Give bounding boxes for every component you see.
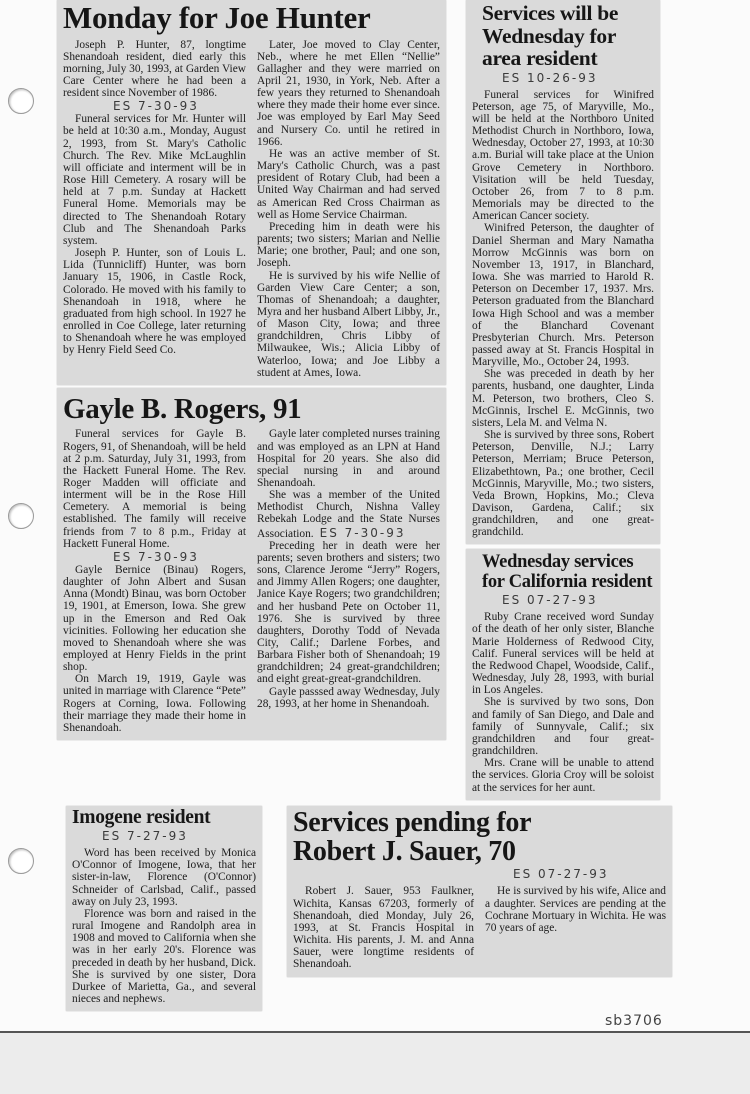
paragraph (257, 148, 440, 221)
handwritten-date-stamp: ES 7-30-93 (113, 549, 199, 564)
text-column (257, 39, 440, 379)
left-clipping-stack (57, 0, 446, 740)
handwritten-date-stamp: ES 7-30-93 (113, 99, 199, 114)
right-clipping-stack (466, 0, 660, 800)
paragraph-text: Robert J. Sauer, 953 Faulkner, Wichita, Kansas 67203, formerly of Shenandoah, died Monday, July 26, 1993, at St. Francis Hospital in Wichita. His parents, J. M. and Anna Sauer, were longtime residents of Shenandoah. (293, 885, 474, 971)
clipping-gayle-rogers (57, 388, 446, 740)
paragraph (257, 39, 440, 148)
text-column (485, 885, 666, 934)
paragraph-text: He is survived by his wife, Alice and a daughter. Services are pending at the Cochrane Mortuary in Wichita. He was 70 years of age. (485, 885, 666, 934)
headline: Services will be Wednesday for area resident (482, 1, 619, 71)
paragraph (63, 113, 246, 247)
upper-clippings (57, 0, 750, 800)
headline: Imogene resident (72, 806, 211, 828)
paragraph (63, 39, 246, 100)
text-column (63, 39, 246, 357)
paragraph (257, 489, 440, 540)
paragraph-text: Joseph P. Hunter, 87, longtime Shenandoah resident, died early this morning, July 30, 1993, at Garden View Care Center where he had been a resident since November of 1986. (63, 38, 246, 100)
clipping-blanche-holderness (466, 549, 660, 799)
paragraph-text: Word has been received by Monica O'Connor of Imogene, Iowa, that her sister-in-law, Florence (O'Connor) Schneider of Carlsbad, Calif., passed away on July 23, 1993. (72, 847, 256, 908)
punch-hole (8, 503, 34, 529)
paragraph-text: Gayle Bernice (Binau) Rogers, daughter of John Albert and Susan Anna (Mondt) Binau, was born October 19, 1901, at Emerson, Iowa. She grew up in the Emerson and Red Oak vicinities. Following her education she moved to Shenandoah where she was employed at Henry Fields in the print shop. (63, 563, 246, 674)
text-columns (293, 885, 666, 970)
paragraph-text: Later, Joe moved to Clay Center, Neb., where he met Ellen “Nellie” Gallagher and they were married on April 21, 1930, in York, Neb. After a few years they returned to Shenandoah where they made their home ever since. Joe was employed by Earl May Seed and Nursery Co. until he retired in 1966. (257, 38, 440, 148)
paragraph (63, 564, 246, 673)
paragraph-text: Preceding him in death were his parents; two sisters; Marian and Nellie Marie; one brother, Paul; and one son, Joseph. (257, 220, 440, 270)
paragraph (472, 429, 654, 538)
paragraph-text: He is survived by his wife Nellie of Garden View Care Center; a son, Thomas of Shenandoah; a daughter, Myra and her husband Albert Libby, Jr., of Mason City, Iowa; and three grandchildren, Chris Libby of Milwaukee, Wis.; Alicia Libby of Waterloo, Iowa; and Joe Libby a student at Ames, Iowa. (257, 269, 440, 379)
clipping-joe-hunter (57, 0, 446, 385)
paragraph (257, 686, 440, 710)
paragraph (257, 270, 440, 379)
paragraph-text: Funeral services for Gayle B. Rogers, 91, of Shenandoah, will be held at 2 p.m. Saturday, July 31, 1993, from the Hackett Funeral Home. The Rev. Roger Madden will officiate and interment will be in the Rose Hill Cemetery. A memorial is being established. The family will receive friends from 7 to 8 p.m., Friday at Hackett Funeral Home. (63, 428, 246, 550)
paragraph-text: Gayle passsed away Wednesday, July 28, 1993, at her home in Shenandoah. (257, 685, 440, 710)
paragraph (472, 611, 654, 696)
text-column (472, 89, 654, 539)
paragraph (63, 673, 246, 734)
paragraph (472, 696, 654, 757)
paragraph (63, 428, 246, 550)
paragraph-text: Gayle later completed nurses training and was employed as an LPN at Hand Hospital for 20 years. She also did special nursing in and around Shenandoah. (257, 428, 440, 489)
text-column (293, 885, 474, 970)
headline: Gayle B. Rogers, 91 (63, 392, 302, 425)
paragraph (257, 221, 440, 270)
paragraph (63, 247, 246, 356)
paragraph-text: He was an active member of St. Mary's Catholic Church, was a past president of Rotary Club, had been a United Way Chairman and had served as American Red Cross Chairman as well as Home Service Chairman. (257, 147, 440, 221)
handwritten-date-stamp: ES 07-27-93 (502, 593, 598, 608)
punch-hole (8, 848, 34, 874)
punch-hole (8, 88, 34, 114)
paragraph (257, 428, 440, 489)
paragraph-text: She was preceded in death by her parents, husband, one daughter, Linda M. Peterson, two brothers, Cleo S. McGinnis, Irschel E. McGinnis, two sisters, Lela M. and Velma N. (472, 368, 654, 429)
clipping-robert-sauer (287, 806, 672, 977)
text-columns (472, 89, 654, 539)
paragraph-text: Joseph P. Hunter, son of Louis L. Lida (Tunnicliff) Hunter, was born January 15, 1906, in Castle Rock, Colorado. He moved with his family to Shenandoah in 1918, where he graduated from high school. In 1927 he enrolled in Coe College, later returning to Shenandoah where he was employed by Henry Field Seed Co. (63, 247, 246, 357)
paragraph (257, 540, 440, 686)
lower-clippings (57, 806, 750, 1012)
paragraph-text: Funeral services for Mr. Hunter will be held at 10:30 a.m., Monday, August 2, 1993, from St. Mary's Catholic Church. The Rev. Mike McLaughlin will officiate and interment will be in Rose Hill Cemetery. A rosary will be held at 7 p.m. Sunday at Hackett Funeral Home. Memorials may be directed to The Shenandoah Rotary Club and The Shenandoah Parks system. (63, 113, 246, 247)
paragraph (472, 89, 654, 223)
paragraph-text: She is survived by three sons, Robert Peterson, Denville, N.J.; Larry Peterson, Merriam; Bruce Peterson, Elizabethtown, Pa.; one brother, Cecil McGinnis, Maryville, Mo.; two sisters, Veda Brown, Hopkins, Mo.; Cleva Davison, Gardena, Calif.; six grandchildren, and one great-grandchild. (472, 429, 654, 539)
handwritten-date-stamp: ES 7-27-93 (102, 829, 188, 844)
text-column (63, 428, 246, 734)
paragraph-text: On March 19, 1919, Gayle was united in marriage with Clarence “Pete” Rogers at Corning, Iowa. Following their marriage they made their home in Shenandoah. (63, 673, 246, 734)
headline: Monday for Joe Hunter (63, 0, 371, 35)
handwritten-page-number: sb3706 (605, 1013, 663, 1030)
paragraph-text: She was a member of the United Methodist Church, Nishna Valley Rebekah Lodge and the State Nurses Association. (257, 489, 440, 540)
paragraph-text: Florence was born and raised in the rural Imogene and Randolph area in 1908 and moved to California when she was in her early 20's. Florence was preceded in death by her husband, Dick. She is survived by one sister, Dora Durkee of Marietta, Ga., and several nieces and nephews. (72, 907, 256, 1005)
paragraph-text: Winifred Peterson, the daughter of Daniel Sherman and Mary Namatha Morrow McGinnis was born on November 13, 1917, in Blanchard, Iowa. She was married to Harold R. Peterson on December 17, 1937. Mrs. Peterson graduated from the Blanchard Iowa High School and was a member of the Blanchard Covenant Presbyterian Church. Mrs. Peterson passed away at St. Francis Hospital in Maryville, Mo., October 24, 1993. (472, 222, 654, 369)
headline: Wednesday services for California resident (482, 552, 653, 592)
paragraph-text: Ruby Crane received word Sunday of the death of her only sister, Blanche Marie Holderness of Redwood City, Calif. Funeral services will be held at the Redwood Chapel, Woodside, Calif., Wednesday, July 28, 1993, with burial in Los Angeles. (472, 611, 654, 697)
paragraph-text: Funeral services for Winifred Peterson, age 75, of Maryville, Mo., will be held at the Northboro United Methodist Church in Northboro, Iowa, Wednesday, October 27, 1993, at 10:30 a.m. Burial will take place at the Union Grove Cemetery in Northboro. Visitation will be held Tuesday, October 26, from 7 to 8 p.m. Memorials may be directed to the American Cancer society. (472, 88, 654, 223)
handwritten-date-stamp: ES 10-26-93 (502, 70, 598, 85)
paragraph-text: Mrs. Crane will be unable to attend the services. Gloria Croy will be soloist at the services for her aunt. (472, 757, 654, 794)
scan-bottom-edge (0, 1031, 750, 1094)
clipping-winifred-peterson (466, 0, 660, 544)
text-column (72, 847, 256, 1005)
text-columns (63, 39, 440, 379)
headline: Services pending for Robert J. Sauer, 70 (293, 806, 531, 868)
paragraph (72, 847, 256, 908)
paragraph (472, 368, 654, 429)
paragraph-text: Preceding her in death were her parents; seven brothers and sisters; two sons, Clarence Jerome “Jerry” Rogers, and Jimmy Allen Rogers; one daughter, Janice Kaye Rogers; two grandchildren; and her husband Pete on October 11, 1976. She is survived by three daughters, Dorothy Todd of Nevada City, Calif.; Darlene Forbes, and Barbara Fisher both of Shenandoah; 19 grandchildren; 24 great-grandchildren; and eight great-great-grandchildren. (257, 539, 440, 686)
text-columns (72, 847, 256, 1005)
paragraph-text: She is survived by two sons, Don and family of San Diego, and Dale and family of Sunnyvale, Calif.; six grandchildren and four great-grandchildren. (472, 696, 654, 758)
text-columns (63, 428, 440, 734)
text-columns (472, 611, 654, 793)
paragraph (485, 885, 666, 934)
clipping-imogene-resident (66, 806, 262, 1012)
text-column (472, 611, 654, 793)
paragraph (472, 222, 654, 368)
paragraph (472, 757, 654, 793)
handwritten-date-stamp: ES 07-27-93 (513, 867, 609, 882)
handwritten-date-stamp: ES 7-30-93 (319, 525, 406, 540)
paragraph (293, 885, 474, 970)
paragraph (72, 908, 256, 1005)
text-column (257, 428, 440, 710)
